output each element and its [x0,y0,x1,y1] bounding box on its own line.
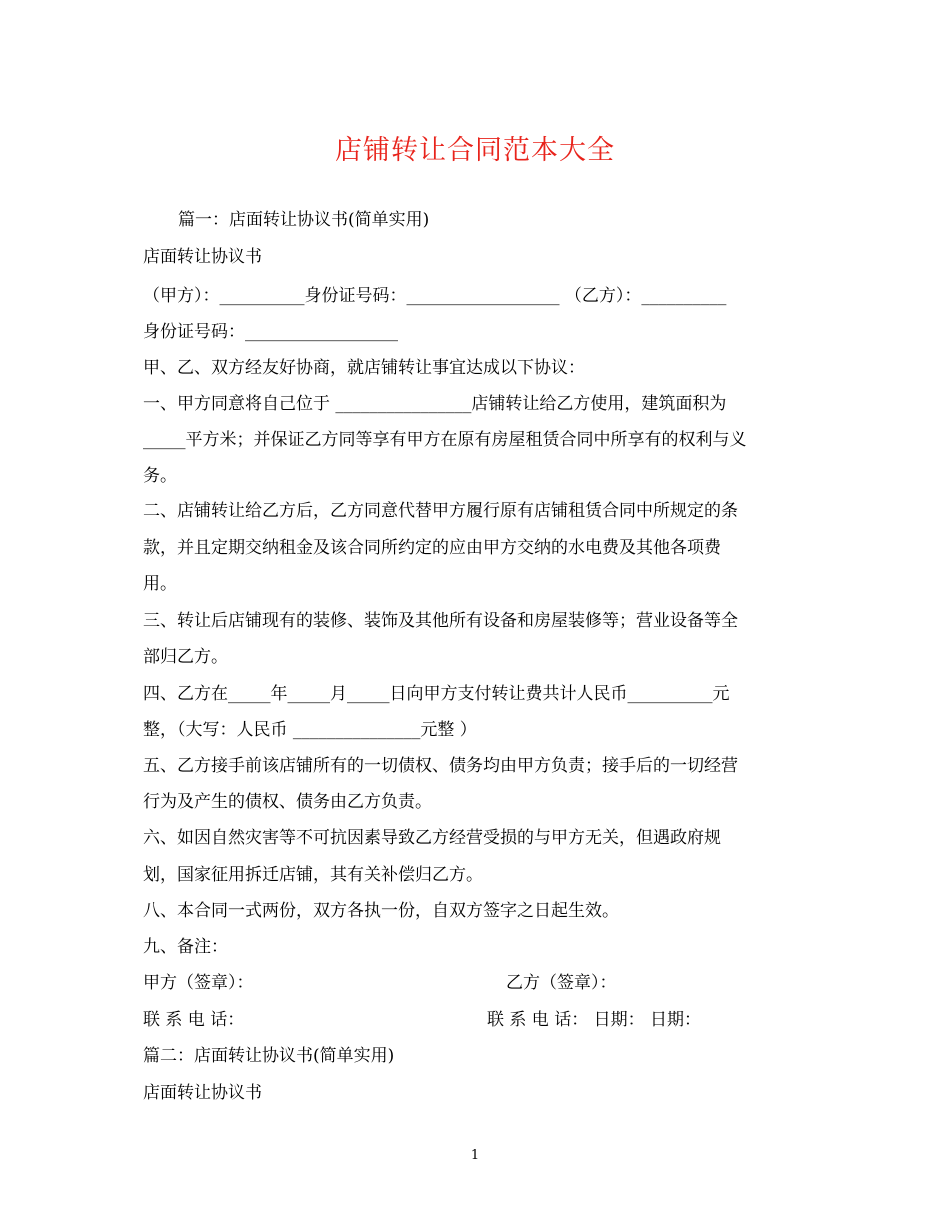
paragraph-line: 一、甲方同意将自己位于 ________________店铺转让给乙方使用，建筑面积为 [143,394,727,414]
paragraph-line: 身份证号码：__________________ [143,322,398,342]
paragraph-line: 八、本合同一式两份，双方各执一份，自双方签字之日起生效。 [143,901,619,921]
paragraph-line: 划，国家征用拆迁店铺，其有关补偿归乙方。 [143,865,483,885]
paragraph-line: 三、转让后店铺现有的装修、装饰及其他所有设备和房屋装修等；营业设备等全 [143,611,738,631]
paragraph-line: 务。 [143,466,177,486]
paragraph-line: 部归乙方。 [143,647,228,667]
paragraph-line: 行为及产生的债权、债务由乙方负责。 [143,792,432,812]
paragraph-line: 六、如因自然灾害等不可抗因素导致乙方经营受损的与甲方无关，但遇政府规 [143,828,721,848]
paragraph-line: 五、乙方接手前该店铺所有的一切债权、债务均由甲方负责；接手后的一切经营 [143,756,738,776]
section-heading: 篇二：店面转让协议书(简单实用) [143,1046,395,1066]
paragraph-line: 用。 [143,574,177,594]
paragraph-line: 二、店铺转让给乙方后，乙方同意代替甲方履行原有店铺租赁合同中所规定的条 [143,501,738,521]
party-b-signature: 乙方（签章）： [506,973,617,993]
section-heading: 篇一：店面转让协议书(简单实用) [178,210,430,230]
paragraph-line: 店面转让协议书 [143,1083,262,1103]
paragraph-line: 款，并且定期交纳租金及该合同所约定的应由甲方交纳的水电费及其他各项费 [143,538,721,558]
paragraph-line: _____平方米；并保证乙方同等享有甲方在原有房屋租赁合同中所享有的权利与义 [143,430,747,450]
party-a-signature: 甲方（签章）： [143,973,254,993]
paragraph-line: 店面转让协议书 [143,247,262,267]
party-a-contact: 联 系 电 话： [143,1010,245,1030]
party-b-contact: 联 系 电 话： 日期： 日期： [487,1010,702,1030]
page-number: 1 [470,1148,480,1163]
paragraph-line: （甲方）：__________身份证号码：__________________ （乙方）：__________ [143,286,727,306]
paragraph-line: 甲、乙、双方经友好协商，就店铺转让事宜达成以下协议： [143,358,585,378]
paragraph-line: 九、备注： [143,937,228,957]
paragraph-line: 整，（大写：人民币 _______________元整 ） [143,720,477,740]
document-title: 店铺转让合同范本大全 [335,135,615,166]
paragraph-line: 四、乙方在_____年_____月_____日向甲方支付转让费共计人民币__________元 [143,684,730,704]
